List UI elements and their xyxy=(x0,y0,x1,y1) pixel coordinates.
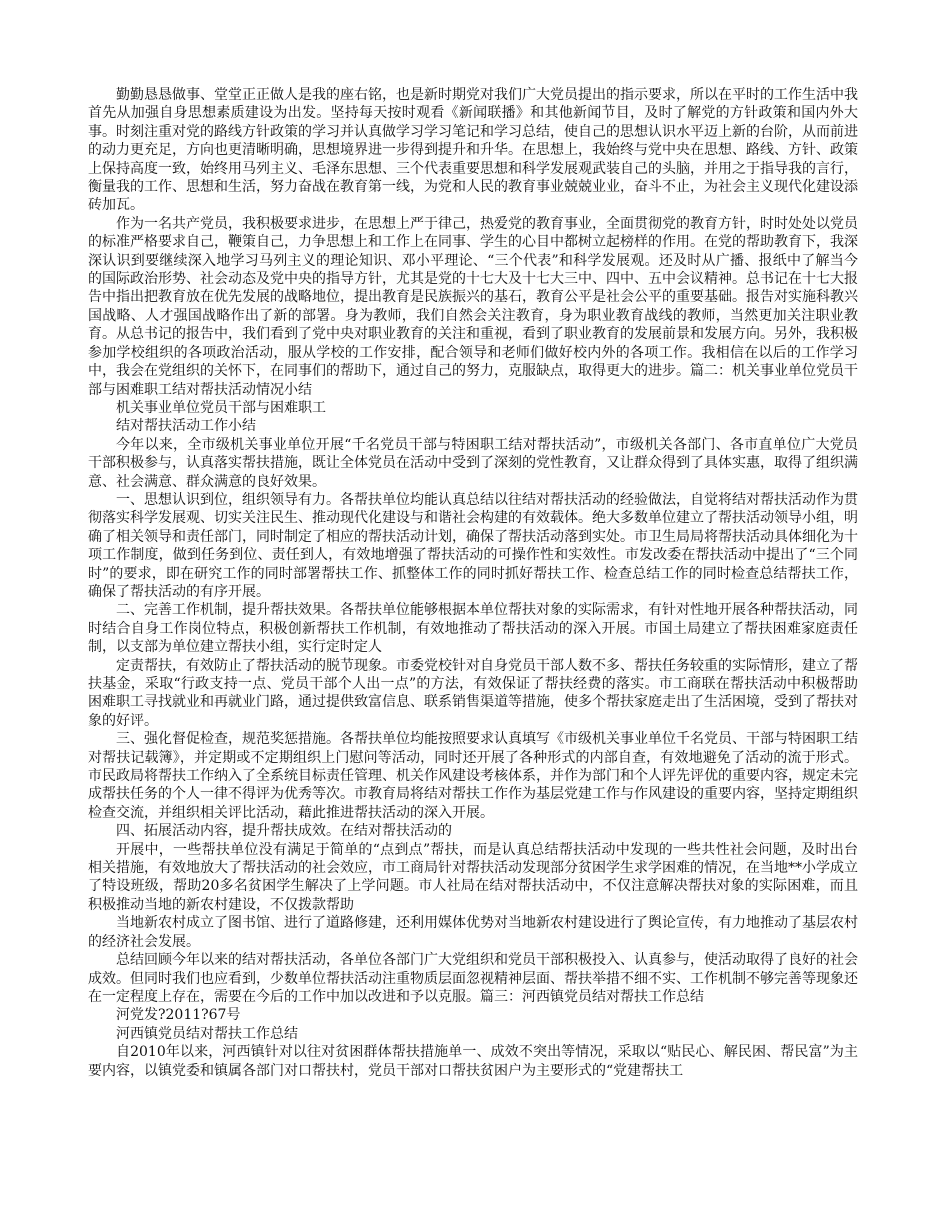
paragraph-section-3: 三、强化督促检查，规范奖惩措施。各帮扶单位均能按照要求认真填写《市级机关事业单位千名党员、干部与特困职工结对帮扶记载簿》，并定期或不定期组织上门慰问等活动，同时还开展了各种形式的内部自查，有效地避免了活动的流于形式。市民政局将帮扶工作纳入了全系统目标责任管理、机关作风建设考核体系，并作为部门和个人评先评优的重要内容，规定未完成帮扶任务的个人一律不得评为优秀等次。市教育局将结对帮扶工作作为基层党建工作与作风建设的重要内容，坚持定期组织检查交流，并组织相关评比活动，藉此推进帮扶活动的深入开展。 xyxy=(88,731,858,821)
paragraph-section-2: 二、完善工作机制，提升帮扶效果。各帮扶单位能够根据本单位帮扶对象的实际需求，有针对性地开展各种帮扶活动，同时结合自身工作岗位特点，积极创新帮扶工作机制，有效地推动了帮扶活动的深入开展。市国土局建立了帮扶困难家庭责任制，以支部为单位建立帮扶小组，实行定时定人 xyxy=(88,602,858,656)
paragraph-section-4-cont2: 当地新农村成立了图书馆、进行了道路修建，还利用媒体优势对当地新农村建设进行了舆论宣传，有力地推动了基层农村的经济社会发展。 xyxy=(88,915,858,950)
paragraph-section-4: 四、拓展活动内容，提升帮扶成效。在结对帮扶活动的 xyxy=(116,823,452,840)
heading-part3: 河西镇党员结对帮扶工作总结 xyxy=(116,1025,298,1042)
paragraph-motto: 勤勤恳恳做事、堂堂正正做人是我的座右铭，也是新时期党对我们广大党员提出的指示要求，所以在平时的工作生活中我首先从加强自身思想素质建设为出发。坚持每天按时观看《新闻联播》和其他新闻节目，及时了解党的方针政策和国内外大事。时刻注重对党的路线方针政策的学习并认真做学习学习笔记和学习总结，使自己的思想认识水平迈上新的台阶，从而前进的动力更充足，方向也更清晰明确，思想境界进一步得到提升和升华。在思想上，我始终与党中央在思想、路线、方针、政策上保持高度一致，始终用马列主义、毛泽东思想、三个代表重要思想和科学发展观武装自己的头脑，并用之于指导我的言行，衡量我的工作、思想和生活，努力奋战在教育第一线，为党和人民的教育事业兢兢业业，奋斗不止，为社会主义现代化建设添砖加瓦。 xyxy=(88,87,858,214)
heading-part2-line2: 结对帮扶活动工作小结 xyxy=(116,418,256,435)
paragraph-section-2-cont: 定责帮扶，有效防止了帮扶活动的脱节现象。市委党校针对自身党员干部人数不多、帮扶任务较重的实际情形，建立了帮扶基金，采取“行政支持一点、党员干部个人出一点”的方法，有效保证了帮扶经费的落实。市工商联在帮扶活动中积极帮助困难职工寻找就业和再就业门路，通过提供致富信息、联系销售渠道等措施，使多个帮扶家庭走出了生活困境，受到了帮扶对象的好评。 xyxy=(88,657,858,729)
paragraph-section-4-cont: 开展中，一些帮扶单位没有满足于简单的“点到点”帮扶，而是认真总结帮扶活动中发现的一些共性社会问题，及时出台相关措施，有效地放大了帮扶活动的社会效应，市工商局针对帮扶活动发现部分贫困学生求学困难的情况，在当地**小学成立了特设班级，帮助20多名贫困学生解决了上学问题。市人社局在结对帮扶活动中，不仅注意解决帮扶对象的实际困难，而且积极推动当地的新农村建设，不仅拨款帮助 xyxy=(88,841,858,913)
paragraph-intro: 今年以来，全市级机关事业单位开展“千名党员干部与特困职工结对帮扶活动”，市级机关各部门、各市直单位广大党员干部积极参与，认真落实帮扶措施，既让全体党员在活动中受到了深刻的党性教育，又让群众得到了具体实惠，取得了组织满意、社会满意、群众满意的良好效果。 xyxy=(88,436,858,490)
paragraph-part3-intro: 自2010年以来，河西镇针对以往对贫困群体帮扶措施单一、成效不突出等情况，采取以“贴民心、解民困、帮民富”为主要内容，以镇党委和镇属各部门对口帮扶村，党员干部对口帮扶贫困户为主要形式的“党建帮扶工 xyxy=(88,1044,858,1079)
paragraph-party-member: 作为一名共产党员，我积极要求进步，在思想上严于律己，热爱党的教育事业，全面贯彻党的教育方针，时时处处以党员的标准严格要求自己，鞭策自己，力争思想上和工作上在同事、学生的心目中都树立起榜样的作用。在党的帮助教育下，我深深认识到要继续深入地学习马列主义的理论知识、邓小平理论、“三个代表”和科学发展观。还及时从广播、报纸中了解当今的国际政治形势、社会动态及党中央的指导方针，尤其是党的十七大及十七大三中、四中、五中会议精神。总书记在十七大报告中指出把教育放在优先发展的战略地位，提出教育是民族振兴的基石，教育公平是社会公平的重要基础。报告对实施科教兴国战略、人才强国战略作出了新的部署。身为教师，我们自然会关注教育，身为职业教育战线的教师，当然更加关注职业教育。从总书记的报告中，我们看到了党中央对职业教育的关注和重视，看到了职业教育的发展前景和发展方向。另外，我积极参加学校组织的各项政治活动，服从学校的工作安排，配合领导和老师们做好校内外的各项工作。我相信在以后的工作学习中，我会在党组织的关怀下，在同事们的帮助下，通过自己的努力，克服缺点，取得更大的进步。篇二：机关事业单位党员干部与困难职工结对帮扶活动情况小结 xyxy=(88,215,858,398)
heading-part2-line1: 机关事业单位党员干部与困难职工 xyxy=(116,399,326,416)
paragraph-summary: 总结回顾今年以来的结对帮扶活动，各单位各部门广大党组织和党员干部积极投入、认真参与，使活动取得了良好的社会成效。但同时我们也应看到，少数单位帮扶活动注重物质层面忽视精神层面、帮扶举措不细不实、工作机制不够完善等现象还在一定程度上存在，需要在今后的工作中加以改进和予以克服。篇三：河西镇党员结对帮扶工作总结 xyxy=(88,952,858,1005)
document-number: 河党发?2011?67号 xyxy=(116,1007,241,1024)
paragraph-section-1: 一、思想认识到位，组织领导有力。各帮扶单位均能认真总结以往结对帮扶活动的经验做法，自觉将结对帮扶活动作为贯彻落实科学发展观、切实关注民生、推动现代化建设与和谐社会构建的有效载体。绝大多数单位建立了帮扶活动领导小组，明确了相关领导和责任部门，同时制定了相应的帮扶活动计划，确保了帮扶活动落到实处。市卫生局局将帮扶活动具体细化为十项工作制度，做到任务到位、责任到人，有效地增强了帮扶活动的可操作性和实效性。市发改委在帮扶活动中提出了“三个同时”的要求，即在研究工作的同时部署帮扶工作、抓整体工作的同时抓好帮扶工作、检查总结工作的同时检查总结帮扶工作，确保了帮扶活动的有序开展。 xyxy=(88,491,858,600)
